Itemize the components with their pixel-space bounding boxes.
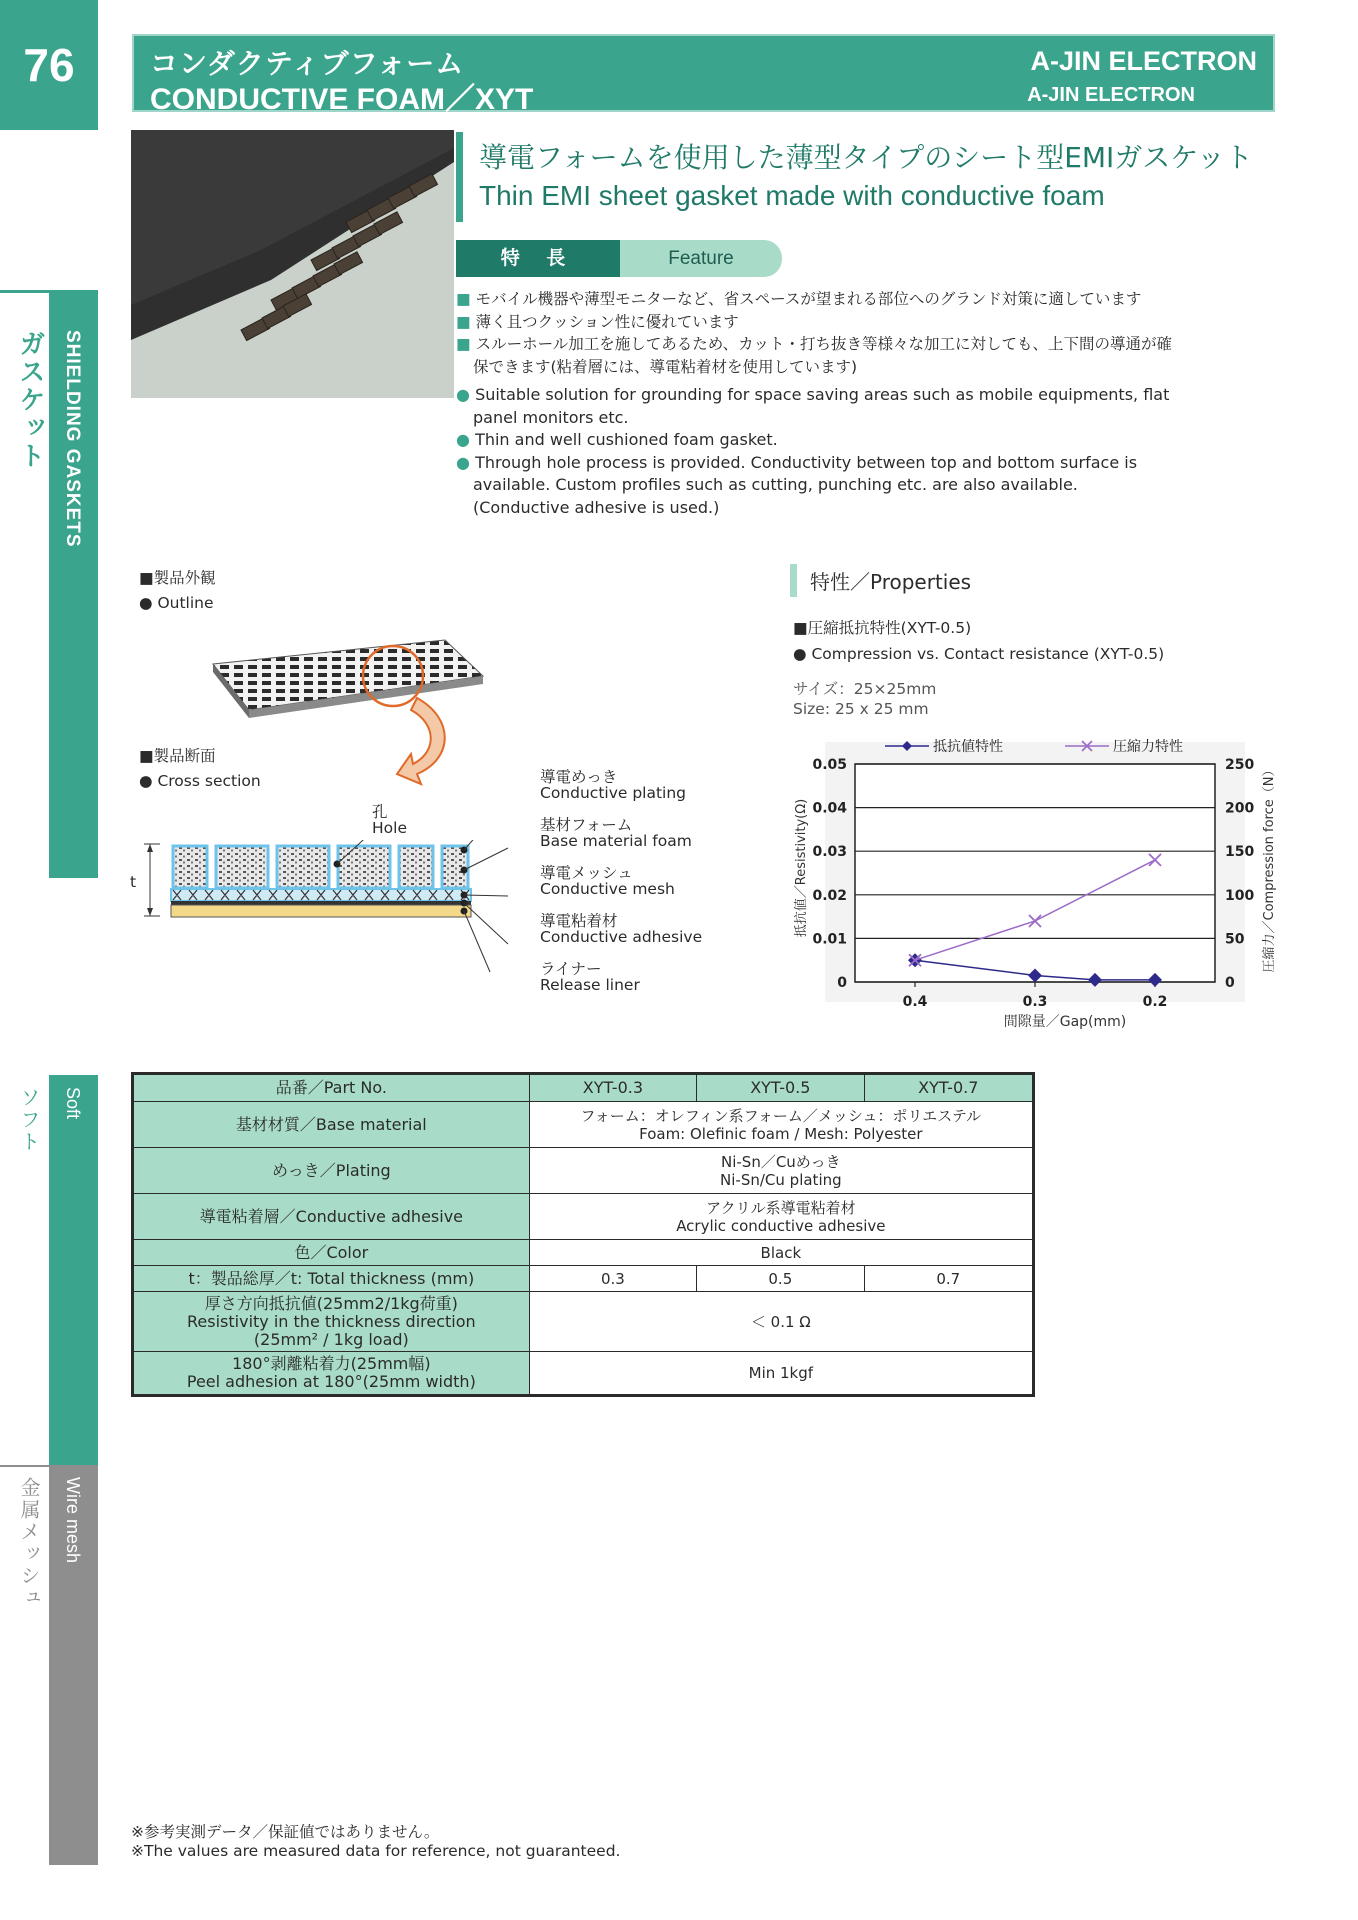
table-cell: 0.5 [697,1266,864,1292]
legend-label: 圧縮力特性 [1113,739,1183,755]
feature-item-en: Through hole process is provided. Conductivity between top and bottom surface is available. Custom profiles such as cutting, punching etc. are also available. (Conductive adhesive is used.) [473,452,1138,517]
header-band [132,34,1275,116]
outline-illustration [205,624,495,794]
table-row-label: めっき／Plating [133,1148,530,1194]
feature-label [456,240,782,277]
side-tab-gaskets-en: SHIELDING GASKETS [62,330,83,548]
header-title-jp: コンダクティブフォーム [150,47,465,80]
feature-item-jp: モバイル機器や薄型モニターなど、省スペースが望まれる部位へのグランド対策に適しています [475,290,1142,308]
callout-plating-en: Conductive plating [540,784,687,802]
legend-label: 抵抗値特性 [933,739,1003,755]
callout-liner-en: Release liner [540,976,640,994]
callout-adhesive-jp: 導電粘着材 [540,912,618,930]
feature-label-en: Feature [620,240,782,277]
side-tab-soft-en: Soft [63,1087,83,1120]
chart-x-tick: 0.4 [902,994,928,1010]
table-cell: Black [529,1240,1033,1266]
size-jp: サイズ：25×25mm [793,680,937,698]
table-row [133,1194,1034,1240]
feature-item-jp: スルーホール加工を施してあるため、カット・打ち抜き等様々な加工に対しても、上下間の導通が確保できます(粘着層には、導電粘着材を使用しています) [473,335,1173,376]
chart-x-axis-label: 間隙量／Gap(mm) [1003,1014,1127,1030]
side-tab-gaskets-jp: ガスケット [15,330,45,470]
table-row-label: 180°剥離粘着力(25mm幅) Peel adhesion at 180°(25mm width) [133,1352,530,1396]
callout-plating-jp: 導電めっき [540,768,618,786]
feature-list-jp: ■ モバイル機器や薄型モニターなど、省スペースが望まれる部位へのグランド対策に適しています ■ 薄く且つクッション性に優れています ■ スルーホール加工を施してあるため、カット・打ち抜き等様々な加工に対しても、上下間の導通が確保できます(粘着層には、導電粘着材を使用しています) [456,290,1173,376]
callout-adhesive-en: Conductive adhesive [540,928,703,946]
properties-sub-en: ● Compression vs. Contact resistance (XYT-0.5) [793,645,1165,663]
table-cell: 0.7 [864,1266,1033,1292]
callout-foam-jp: 基材フォーム [540,816,633,834]
feature-list-en: ● Suitable solution for grounding for space saving areas such as mobile equipments, flat panel monitors etc. ● Thin and well cushioned foam gasket. ● Through hole process is provided. Conductivity between top and bottom surface is available. Custom profiles such as cutting, punching etc. are also available. (Conductive adhesive is used.) [456,385,1170,517]
chart-y-right-tick: 200 [1225,800,1255,817]
chart-x-tick: 0.2 [1142,994,1168,1010]
chart-y-right-tick: 250 [1225,757,1255,773]
headline-en: Thin EMI sheet gasket made with conductive foam [479,180,1105,211]
footnote-jp: ※参考実測データ／保証値ではありません。 [131,1823,440,1841]
callout-liner-jp: ライナー [540,960,602,978]
chart-y-right-tick: 50 [1225,931,1245,948]
side-tab-wire-mesh [0,1465,98,1865]
chart-plot-area [855,764,1215,982]
company-name: A-JIN ELECTRON [1030,46,1257,76]
chart-y-left-label: 抵抗値／Resistivity(Ω) [794,798,809,938]
chart-x-tick: 0.3 [1022,994,1048,1010]
footnote-en: ※The values are measured data for reference, not guaranteed. [131,1842,621,1860]
feature-item-en: Thin and well cushioned foam gasket. [475,430,778,449]
outline-label-jp: ■製品外観 [139,569,216,587]
table-row [133,1102,1034,1148]
chart-y-left-tick: 0.05 [812,757,847,773]
thickness-label: t [130,873,137,891]
properties-title: 特性／Properties [810,570,972,594]
table-header-label: 品番／Part No. [133,1074,530,1102]
table-row-label: 導電粘着層／Conductive adhesive [133,1194,530,1240]
table-cell: フォーム：オレフィン系フォーム／メッシュ：ポリエステル Foam: Olefinic foam / Mesh: Polyester [529,1102,1033,1148]
callout-foam-en: Base material foam [540,832,692,850]
compression-resistance-chart [785,728,1285,1038]
table-row [133,1352,1034,1396]
table-cell: アクリル系導電粘着材 Acrylic conductive adhesive [529,1194,1033,1240]
spec-table [131,1072,1035,1397]
hole-label-jp: 孔 [372,803,388,821]
size-en: Size: 25 x 25 mm [793,700,929,718]
table-row-label: 基材材質／Base material [133,1102,530,1148]
table-row [133,1148,1034,1194]
product-photo [131,130,454,398]
headline-jp: 導電フォームを使用した薄型タイプのシート型EMIガスケット [479,141,1253,174]
page-number: 76 [0,0,98,130]
chart-y-right-tick: 150 [1225,844,1255,861]
table-cell: ＜ 0.1 Ω [529,1292,1033,1352]
chart-y-left-tick: 0.01 [812,931,847,948]
table-row-label: t：製品総厚／t: Total thickness (mm) [133,1266,530,1292]
company-name-sub: A-JIN ELECTRON [1027,84,1195,106]
chart-y-left-tick: 0.04 [812,800,847,817]
headline-accent [456,132,463,222]
feature-item-en: Suitable solution for grounding for space saving areas such as mobile equipments, flat panel monitors etc. [473,385,1170,427]
header-title-en: CONDUCTIVE FOAM／XYT [150,83,534,116]
chart-y-left-tick: 0 [837,975,847,991]
side-tab-wire-en: Wire mesh [63,1477,83,1564]
side-tab-gaskets [0,290,98,878]
table-header-row [133,1074,1034,1102]
feature-label-jp: 特 長 [456,240,620,277]
table-cell: Ni-Sn／Cuめっき Ni-Sn/Cu plating [529,1148,1033,1194]
table-header-col: XYT-0.7 [864,1074,1033,1102]
cross-label-jp: ■製品断面 [139,747,216,765]
outline-label-en: ● Outline [139,594,214,612]
chart-y-right-label: 圧縮力／Compression force（N） [1262,763,1277,973]
side-tab-soft [0,1075,98,1465]
side-tab-wire-jp: 金属メッシュ [17,1477,41,1609]
table-row [133,1292,1034,1352]
table-header-col: XYT-0.3 [529,1074,696,1102]
properties-accent [790,564,797,597]
table-row-label: 色／Color [133,1240,530,1266]
table-row [133,1266,1034,1292]
cross-section-diagram [138,840,518,980]
chart-y-left-tick: 0.02 [812,887,847,904]
chart-y-left-tick: 0.03 [812,844,847,861]
table-row [133,1240,1034,1266]
table-header-col: XYT-0.5 [697,1074,864,1102]
table-cell: Min 1kgf [529,1352,1033,1396]
feature-item-jp: 薄く且つクッション性に優れています [475,312,739,331]
callout-mesh-en: Conductive mesh [540,880,675,898]
table-cell: 0.3 [529,1266,696,1292]
cross-label-en: ● Cross section [139,772,261,790]
callout-mesh-jp: 導電メッシュ [540,864,633,882]
properties-sub-jp: ■圧縮抵抗特性(XYT-0.5) [793,619,972,637]
side-tab-soft-jp: ソフト [17,1087,41,1153]
table-row-label: 厚さ方向抵抗値(25mm2/1kg荷重) Resistivity in the thickness direction (25mm² / 1kg load) [133,1292,530,1352]
hole-label-en: Hole [372,819,407,837]
chart-y-right-tick: 100 [1225,887,1255,904]
chart-y-right-tick: 0 [1225,975,1235,991]
